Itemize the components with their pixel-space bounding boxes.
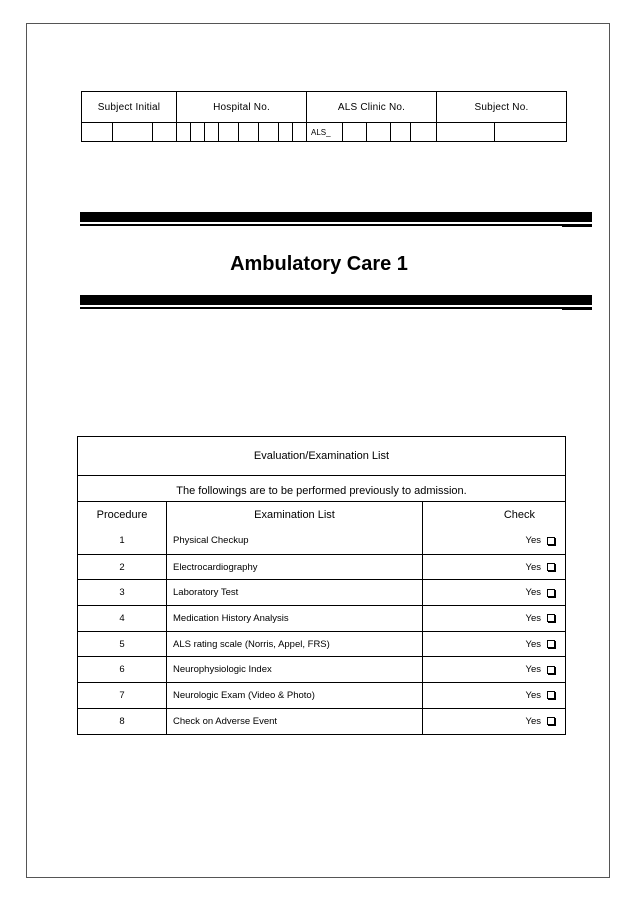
hospital-no-box[interactable] (176, 123, 190, 142)
initial-box[interactable] (112, 123, 152, 142)
check-yes-label: Yes (525, 561, 541, 573)
id-entry-boxes (82, 123, 566, 142)
table-row (78, 631, 565, 657)
procedure-number: 2 (119, 561, 125, 573)
subject-initial-header: Subject Initial (97, 101, 161, 113)
top-banner-bar (80, 212, 592, 226)
examination-name: Medication History Analysis (166, 606, 422, 631)
examination-list-header: Examination List (166, 502, 422, 528)
hospital-no-box[interactable] (190, 123, 204, 142)
id-table-header (82, 92, 566, 123)
check-yes-label: Yes (525, 638, 541, 650)
evaluation-header-row (78, 501, 565, 528)
table-row (78, 528, 565, 554)
als-clinic-no-header: ALS Clinic No. (306, 92, 436, 122)
checkbox-icon[interactable] (547, 717, 555, 725)
subject-id-table (81, 91, 567, 142)
examination-name: Neurologic Exam (Video & Photo) (166, 683, 422, 708)
hospital-no-box[interactable] (292, 123, 306, 142)
check-header: Check (422, 502, 565, 528)
table-row (78, 554, 565, 580)
examination-name: Electrocardiography (166, 555, 422, 580)
checkbox-icon[interactable] (547, 640, 555, 648)
check-yes-label: Yes (525, 612, 541, 624)
examination-name: Neurophysiologic Index (166, 657, 422, 682)
checkbox-icon[interactable] (547, 563, 555, 571)
hospital-no-box[interactable] (258, 123, 278, 142)
procedure-number: 1 (119, 535, 125, 547)
check-cell (422, 709, 565, 734)
evaluation-table (77, 436, 566, 735)
evaluation-caption: Evaluation/Examination List (253, 450, 390, 462)
procedure-number: 7 (119, 689, 125, 701)
check-cell (422, 528, 565, 554)
check-cell (422, 606, 565, 631)
table-row (78, 605, 565, 631)
als-clinic-no-box[interactable] (410, 123, 436, 142)
examination-name: Physical Checkup (166, 528, 422, 554)
hospital-no-box[interactable] (238, 123, 258, 142)
examination-name: Laboratory Test (166, 580, 422, 605)
check-yes-label: Yes (525, 535, 541, 547)
check-cell (422, 555, 565, 580)
checkbox-icon[interactable] (547, 589, 555, 597)
als-clinic-no-box[interactable] (366, 123, 390, 142)
procedure-number: 4 (119, 612, 125, 624)
als-clinic-no-box[interactable] (390, 123, 410, 142)
procedure-header: Procedure (96, 509, 148, 521)
check-yes-label: Yes (525, 689, 541, 701)
check-yes-label: Yes (525, 587, 541, 599)
procedure-number: 8 (119, 715, 125, 727)
checkbox-icon[interactable] (547, 666, 555, 674)
document-title: Ambulatory Care 1 (230, 253, 408, 275)
examination-name: Check on Adverse Event (166, 709, 422, 734)
examination-name: ALS rating scale (Norris, Appel, FRS) (166, 632, 422, 657)
hospital-no-header: Hospital No. (176, 92, 306, 122)
subject-no-header: Subject No. (436, 92, 566, 122)
initial-box[interactable] (152, 123, 176, 142)
checkbox-icon[interactable] (547, 614, 555, 622)
table-row (78, 579, 565, 605)
procedure-number: 6 (119, 664, 125, 676)
bottom-banner-bar (80, 295, 592, 309)
checkbox-icon[interactable] (547, 691, 555, 699)
procedure-number: 3 (119, 587, 125, 599)
table-row (78, 656, 565, 682)
check-cell (422, 657, 565, 682)
check-yes-label: Yes (525, 715, 541, 727)
table-row (78, 708, 565, 734)
check-yes-label: Yes (525, 664, 541, 676)
procedure-number: 5 (119, 638, 125, 650)
checkbox-icon[interactable] (547, 537, 555, 545)
check-cell (422, 580, 565, 605)
hospital-no-box[interactable] (218, 123, 238, 142)
als-clinic-no-box[interactable] (342, 123, 366, 142)
check-cell (422, 683, 565, 708)
subject-no-box[interactable] (436, 123, 494, 142)
hospital-no-box[interactable] (278, 123, 292, 142)
initial-box[interactable] (82, 123, 112, 142)
evaluation-subtitle: The followings are to be performed previously to admission. (78, 475, 565, 501)
table-row (78, 682, 565, 708)
subject-no-box[interactable] (494, 123, 566, 142)
hospital-no-box[interactable] (204, 123, 218, 142)
check-cell (422, 632, 565, 657)
als-prefix-box: ALS_ (306, 123, 342, 142)
